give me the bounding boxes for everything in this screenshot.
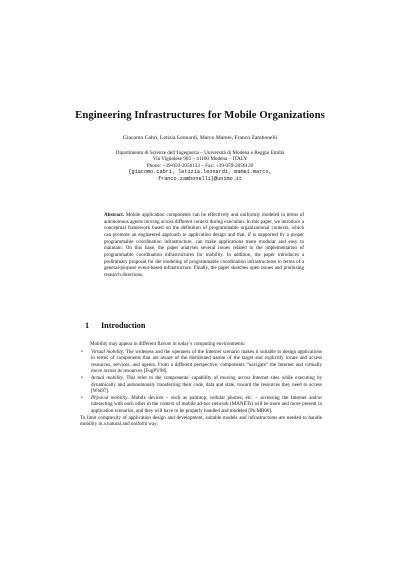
intro-paragraph: Mobility may appear in different flavors in today’s computing environments:	[90, 341, 246, 347]
author-list: Giacomo Cabri, Letizia Leonardi, Marco Mamei, Franco Zambonelli	[122, 135, 278, 141]
section-heading	[85, 321, 145, 330]
list-item	[80, 349, 322, 375]
section-title: Introduction	[101, 321, 146, 330]
list-item-text: . This refer to the components’ capability of moving across Internet sites while executing by dynamically and autonomously transferring their code, data and state, toward the resources they need to access [Whi97].	[91, 374, 323, 395]
bullet-marker: •	[81, 394, 83, 401]
list-item-text: . The wideness and the openness of the Internet scenario makes it suitable to design applications in terms of components that are aware of the distributed nature of the target and explicitly locate and access resources, services, and agents. From a different perspective, components “navigate” the Internet and virtually move across its resources [FugPV98].	[91, 348, 322, 375]
list-item	[80, 395, 322, 415]
affiliation-email-line-1: {giacomo.cabri, letizia.leonardi, mamei.marco,	[128, 169, 272, 176]
list-item-label: Virtual mobility	[91, 348, 124, 355]
affiliation-phone: Phone: +39-059-2056133 – Fax: +39-059-2056126	[146, 162, 254, 169]
affiliation-address: Via Vignolese 905 – 41100 Modena – ITALY	[152, 156, 248, 163]
list-item	[80, 375, 322, 395]
affiliation-block	[0, 150, 400, 182]
list-item-label: Physical mobility	[91, 394, 128, 401]
mobility-list	[80, 349, 322, 415]
affiliation-department: Dipartimento di Scienze dell’Ingegneria – Università di Modena e Reggio Emilia	[115, 150, 285, 156]
abstract	[104, 212, 304, 279]
bullet-marker: •	[81, 374, 83, 381]
list-item-text: . Mobile devices – such as palmtop, cellular phones, etc. – accessing the Internet and/or interacting with each other in the context of mobile ad-hoc network (MANETs) will be more and more present in application scenarios, and they will have to be properly handled and modeled [PicMR00].	[91, 394, 322, 414]
closing-paragraph: To limit complexity of application design and development, suitable models and infrastructures are needed to handle mobility in a natural and uniform way.	[80, 414, 322, 428]
paper-title: Engineering Infrastructures for Mobile Organizations	[75, 110, 325, 121]
section-number: 1	[85, 321, 90, 330]
section-body	[80, 341, 322, 428]
abstract-text: Mobile application components can be effectively and uniformly modeled in terms of autonomous agents moving across different context during execution. In this paper, we introduce a conceptual framework based on the definition of programmable organizational contexts, which can promote an engineered approach to application design and that, if is supported by a proper programmable coordination infrastructure, can make applications more modular and easy to maintain. On this base, the paper analyses several issues related to the implementation of programmable coordination infrastructures for mobility. In addition, the paper introduces a preliminary proposal for the modeling of programmable coordination infrastructures in terms of a general-purpose event-based infrastructure. Finally, the paper sketches open issues and promising research directions.	[104, 212, 304, 278]
affiliation-email-line-2: franco.zambonelli}@unimo.it	[157, 175, 243, 182]
bullet-marker: •	[81, 348, 83, 355]
list-item-label: Actual mobility	[91, 374, 123, 381]
abstract-label: Abstract.	[104, 212, 125, 218]
